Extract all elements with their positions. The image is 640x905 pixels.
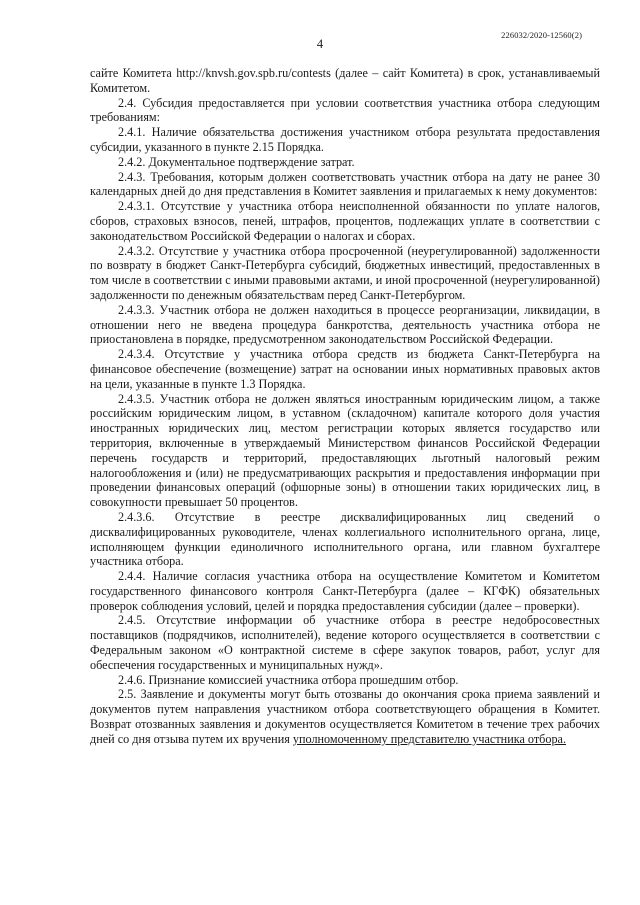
paragraph-2-4-3-1: 2.4.3.1. Отсутствие у участника отбора неисполненной обязанности по уплате налогов, сборов, страховых взносов, пеней, штрафов, процентов, подлежащих уплате в соответствии с законодательством Российской Федерации о налогах и сборах. (90, 199, 600, 243)
paragraph-2-4-3-3: 2.4.3.3. Участник отбора не должен находиться в процессе реорганизации, ликвидации, в отношении него не введена процедура банкротства, деятельность участника отбора не приостановлена в порядке, предусмотренном законодательством Российской Федерации. (90, 302, 600, 347)
paragraph-2-4-4: 2.4.4. Наличие согласия участника отбора на осуществление Комитетом и Комитетом государственного финансового контроля Санкт-Петербурга (далее – КГФК) обязательных проверок соблюдения условий, целей и порядка предоставления субсидии (далее – проверки). (90, 569, 600, 613)
paragraph-2-5 (90, 687, 600, 746)
paragraph-2-4-5: 2.4.5. Отсутствие информации об участнике отбора в реестре недобросовестных поставщиков (подрядчиков, исполнителей), ведение которого осуществляется в соответствии с Федеральным законом «О контрактной системе в сфере закупок товаров, работ, услуг для обеспечения государственных и муниципальных нужд». (90, 613, 600, 672)
document-body (90, 66, 600, 747)
paragraph-2-4-3-6: 2.4.3.6. Отсутствие в реестре дисквалифицированных лиц сведений о дисквалифицированных руководителе, членах коллегиального исполнительного органа, лице, исполняющем функции единоличного исполнительного органа, или главном бухгалтере участника отбора. (90, 509, 600, 569)
paragraph-continuation: сайте Комитета http://knvsh.gov.spb.ru/contests (далее – сайт Комитета) в срок, устанавливаемый Комитетом. (90, 66, 600, 95)
paragraph-2-4-3-4: 2.4.3.4. Отсутствие у участника отбора средств из бюджета Санкт-Петербурга на финансовое обеспечение (возмещение) затрат на основании иных нормативных правовых актов на цели, указанные в пункте 1.3 Порядка. (90, 347, 600, 391)
document-id: 226032/2020-12560(2) (501, 30, 582, 40)
paragraph-2-5-text: 2.5. Заявление и документы могут быть отозваны до окончания срока приема заявлений и документов путем направления участником отбора соответствующего обращения в Комитет. Возврат отозванных заявления и документов осуществляется Комитетом в течение трех рабочих дней со дня отзыва путем их вручения (90, 687, 600, 746)
paragraph-2-4-6: 2.4.6. Признание комиссией участника отбора прошедшим отбор. (118, 672, 459, 687)
paragraph-2-4-3-2: 2.4.3.2. Отсутствие у участника отбора просроченной (неурегулированной) задолженности по возврату в бюджет Санкт-Петербурга субсидий, бюджетных инвестиций, предоставленных в том числе в соответствии с иными правовыми актами, и иной просроченной (неурегулированной) задолженности по денежным обязательствам перед Санкт-Петербургом. (90, 243, 600, 302)
page-number: 4 (316, 37, 324, 51)
paragraph-2-4-2: 2.4.2. Документальное подтверждение затрат. (118, 154, 355, 169)
paragraph-2-4-3-5: 2.4.3.5. Участник отбора не должен являться иностранным юридическим лицом, а также российским юридическим лицом, в уставном (складочном) капитале которого доля участия иностранных юридических лиц, местом регистрации которых является государство или территория, включенные в утверждаемый Министерством финансов Российской Федерации перечень государств и территорий, предоставляющих льготный налоговый режим налогообложения и (или) не предусматривающих раскрытия и предоставления информации при проведении финансовых операций (офшорные зоны) в отношении таких юридических лиц, в совокупности превышает 50 процентов. (90, 391, 600, 510)
paragraph-2-5-underlined-tail: уполномоченному представителю участника отбора. (292, 731, 567, 746)
paragraph-2-4-1: 2.4.1. Наличие обязательства достижения участником отбора результата предоставления субсидии, указанного в пункте 2.15 Порядка. (90, 125, 600, 154)
paragraph-2-4-3: 2.4.3. Требования, которым должен соответствовать участник отбора на дату не ранее 30 календарных дней до дня представления в Комитет заявления и прилагаемых к нему документов: (90, 169, 600, 199)
paragraph-2-4: 2.4. Субсидия предоставляется при условии соответствия участника отбора следующим требованиям: (90, 95, 600, 125)
